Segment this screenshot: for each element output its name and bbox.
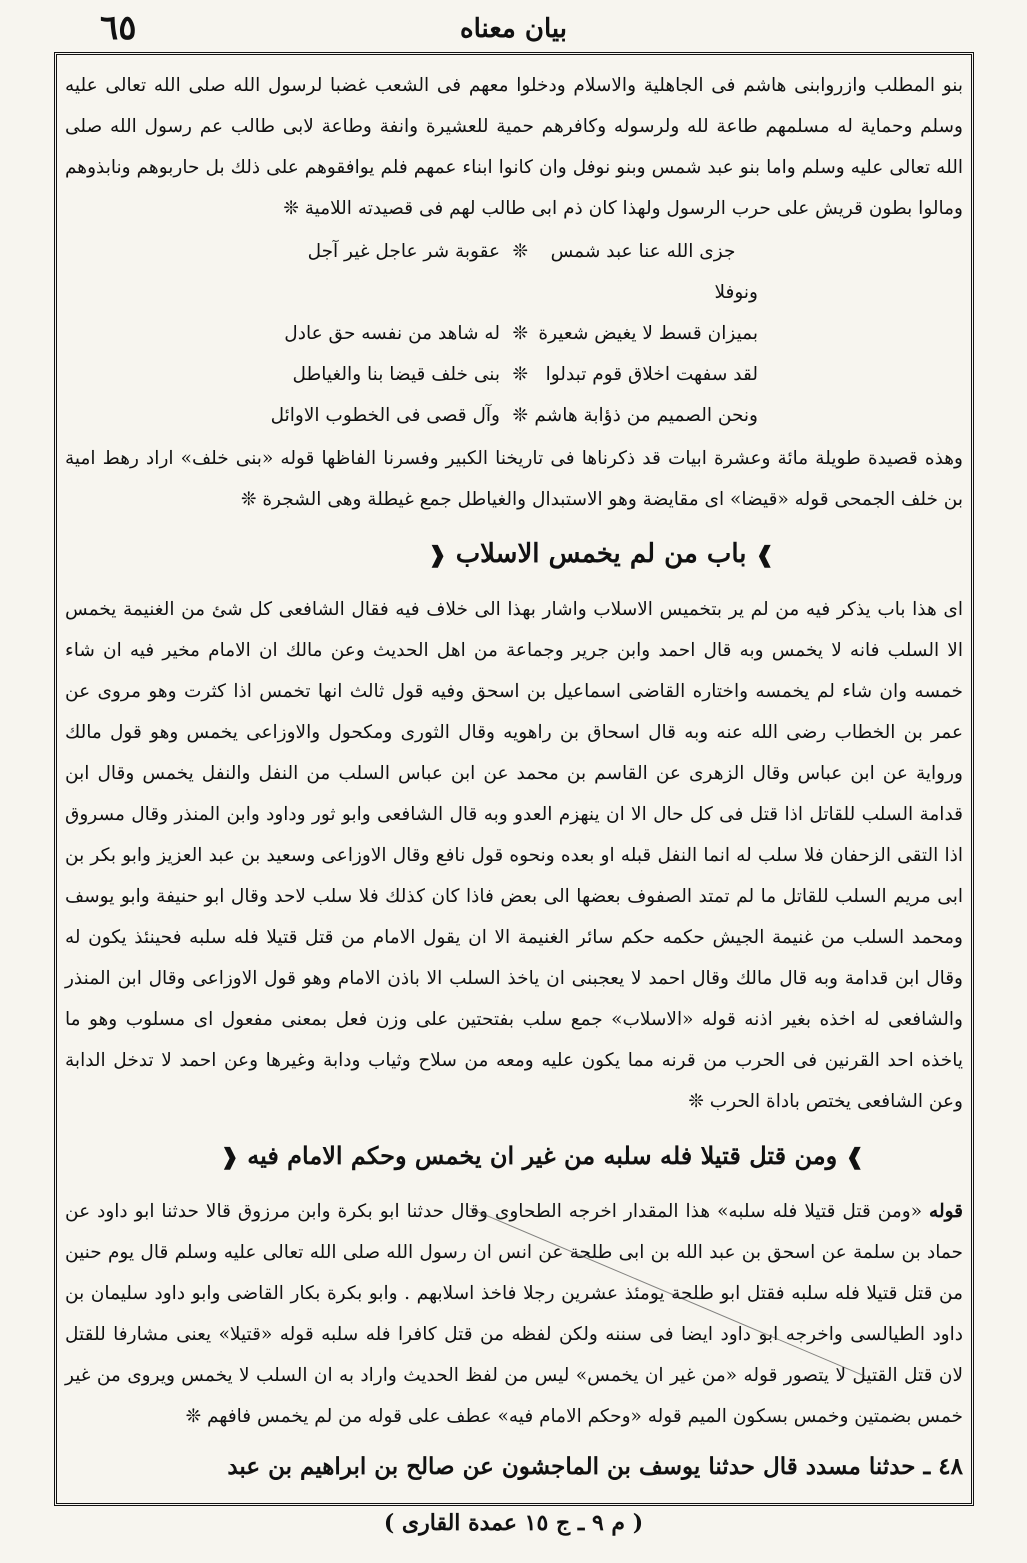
verse-hemistich-2: وآل قصى فى الخطوب الاوائل (270, 405, 500, 426)
poem-verse (65, 313, 963, 354)
page-frame (54, 52, 974, 1506)
poem-verse (65, 231, 963, 313)
page-number: ٦٥ (100, 8, 137, 48)
chapter-heading (254, 528, 774, 581)
hadith-line (65, 1443, 963, 1491)
poem (65, 231, 963, 436)
poem-verse (65, 354, 963, 395)
hadith-number: ٤٨ ـ (923, 1453, 963, 1480)
verse-hemistich-1: جزى الله عنا عبد شمس ونوفلا (550, 241, 758, 303)
verse-hemistich-1: ونحن الصميم من ذؤابة هاشم (534, 405, 758, 426)
verse-hemistich-1: بميزان قسط لا يغيض شعيرة (538, 323, 758, 344)
verse-hemistich-2: بنى خلف قيضا بنا والغياطل (292, 364, 500, 385)
verse-hemistich-2: عقوبة شر عاجل غير آجل (307, 241, 500, 262)
qawluh-keyword: قوله (929, 1201, 963, 1222)
page-header (0, 6, 1027, 54)
verse-separator: ❊ (512, 323, 528, 344)
ornament-icon: ❱ (755, 542, 774, 568)
ornament-icon: ❰ (220, 1144, 239, 1170)
page-footer: ( م ٩ ـ ج ١٥ عمدة القارى ) (383, 1510, 644, 1536)
verse-separator: ❊ (512, 405, 528, 426)
sub-heading (164, 1130, 864, 1183)
paragraph-1: بنو المطلب وازروابنى هاشم فى الجاهلية والاسلام ودخلوا معهم فى الشعب غضبا لرسول الله صلى الله تعالى عليه وسلم وحماية له مسلمهم طاعة لله ولرسوله وكافرهم حمية للعشيرة وانفة وطاعة لابى طالب عم رسول الله صلى الله تعالى عليه وسلم واما بنو عبد شمس وبنو نوفل وان كانوا ابناء عمهم فلم يوافقوهم على ذلك بل حاربوهم ونابذوهم ومالوا بطون قريش على حرب الرسول ولهذا كان ذم ابى طالب لهم فى قصيدته اللامية ❊ (65, 75, 963, 219)
hadith-text: حدثنا مسدد قال حدثنا يوسف بن الماجشون عن صالح بن ابراهيم بن عبد (227, 1453, 916, 1480)
paragraph-4-text: «ومن قتل قتيلا فله سلبه» هذا المقدار اخرجه الطحاوى وقال حدثنا ابو بكرة وابن مرزوق قالا حدثنا ابو داود عن حماد بن سلمة عن اسحق بن عبد الله بن ابى طلحة عن انس ان رسول الله صلى الله تعالى عليه وسلم قال يوم حنين من قتل قتيلا فله سلبه فقتل ابو طلحة يومئذ عشرين رجلا فاخذ اسلابهم . وابو بكرة بكار القاضى وابو داود سليمان بن داود الطيالسى واخرجه ابو داود ايضا فى سننه ولكن لفظه من قتل كافرا فله سلبه قوله «قتيلا» يعنى مشارفا للقتل لان قتل القتيل لا يتصور قوله «من غير ان يخمس» ليس من لفظ الحديث واراد به ان السلب لا يخمس ويروى من غير خمس بضمتين وخمس بسكون الميم قوله «وحكم الامام فيه» عطف على قوله من لم يخمس فافهم ❊ (65, 1201, 963, 1427)
verse-separator: ❊ (512, 241, 528, 262)
running-title: بيان معناه (459, 14, 567, 44)
sub-heading-text: ومن قتل قتيلا فله سلبه من غير ان يخمس وحكم الامام فيه (247, 1141, 838, 1170)
paragraph-3: اى هذا باب يذكر فيه من لم ير بتخميس الاسلاب واشار بهذا الى خلاف فيه فقال الشافعى كل شئ من الغنيمة يخمس الا السلب فانه لا يخمس وبه قال احمد وابن جرير وجماعة من اهل الحديث وعن مالك ان الامام مخير فيه ان شاء خمسه وان شاء لم يخمسه واختاره القاضى اسماعيل بن اسحق وفيه قول ثالث انها تخمس اذا كثرت وهو مروى عن عمر بن الخطاب رضى الله عنه وبه قال اسحاق بن راهويه وقال الثورى ومكحول والاوزاعى يخمس وهو قول مالك ورواية عن ابن عباس وقال الزهرى عن القاسم بن محمد عن ابن عباس السلب من النفل والنفل يخمس وقال ابن قدامة السلب للقاتل اذا قتل فى كل حال الا ان ينهزم العدو وبه قال الشافعى وابو ثور وداود وابن المنذر وقال مسروق اذا التقى الزحفان فلا سلب له انما النفل قبله او بعده ونحوه قول نافع وقال الاوزاعى وسعيد بن عبد العزيز وابو بكر بن ابى مريم السلب للقاتل ما لم تمتد الصفوف بعضها الى بعض فاذا كان كذلك فلا سلب لاحد وقال ابو حنيفة وابو يوسف ومحمد السلب من غنيمة الجيش حكمه حكم سائر الغنيمة الا ان يقول الامام من قتل قتيلا فله سلبه فحينئذ يكون له وقال ابن قدامة وبه قال مالك وقال احمد لا يعجبنى ان ياخذ السلب الا باذن الامام وهو قول الاوزاعى وقال ابن المنذر والشافعى له اخذه بغير اذنه قوله «الاسلاب» جمع سلب بفتحتين على وزن فعل بمعنى مفعول اى مسلوب وهو ما ياخذه احد القرنين فى الحرب من قرنه مما يكون عليه ومعه من سلاح وثياب ودابة وغيرها وعن احمد لا تدخل الدابة وعن الشافعى يختص باداة الحرب ❊ (65, 599, 963, 1112)
ornament-icon: ❰ (428, 542, 447, 568)
verse-separator: ❊ (512, 364, 528, 385)
ornament-icon: ❱ (845, 1144, 864, 1170)
poem-verse (65, 395, 963, 436)
verse-hemistich-2: له شاهد من نفسه حق عادل (284, 323, 500, 344)
page-body (65, 65, 963, 1495)
chapter-title: باب من لم يخمس الاسلاب (455, 539, 747, 569)
paragraph-2: وهذه قصيدة طويلة مائة وعشرة ابيات قد ذكرناها فى تاريخنا الكبير وفسرنا الفاظها قوله «بنى خلف» اراد رهط امية بن خلف الجمحى قوله «قيضا» اى مقايضة وهو الاستبدال والغياطل جمع غيطلة وهى الشجرة ❊ (65, 448, 963, 510)
verse-hemistich-1: لقد سفهت اخلاق قوم تبدلوا (545, 364, 758, 385)
